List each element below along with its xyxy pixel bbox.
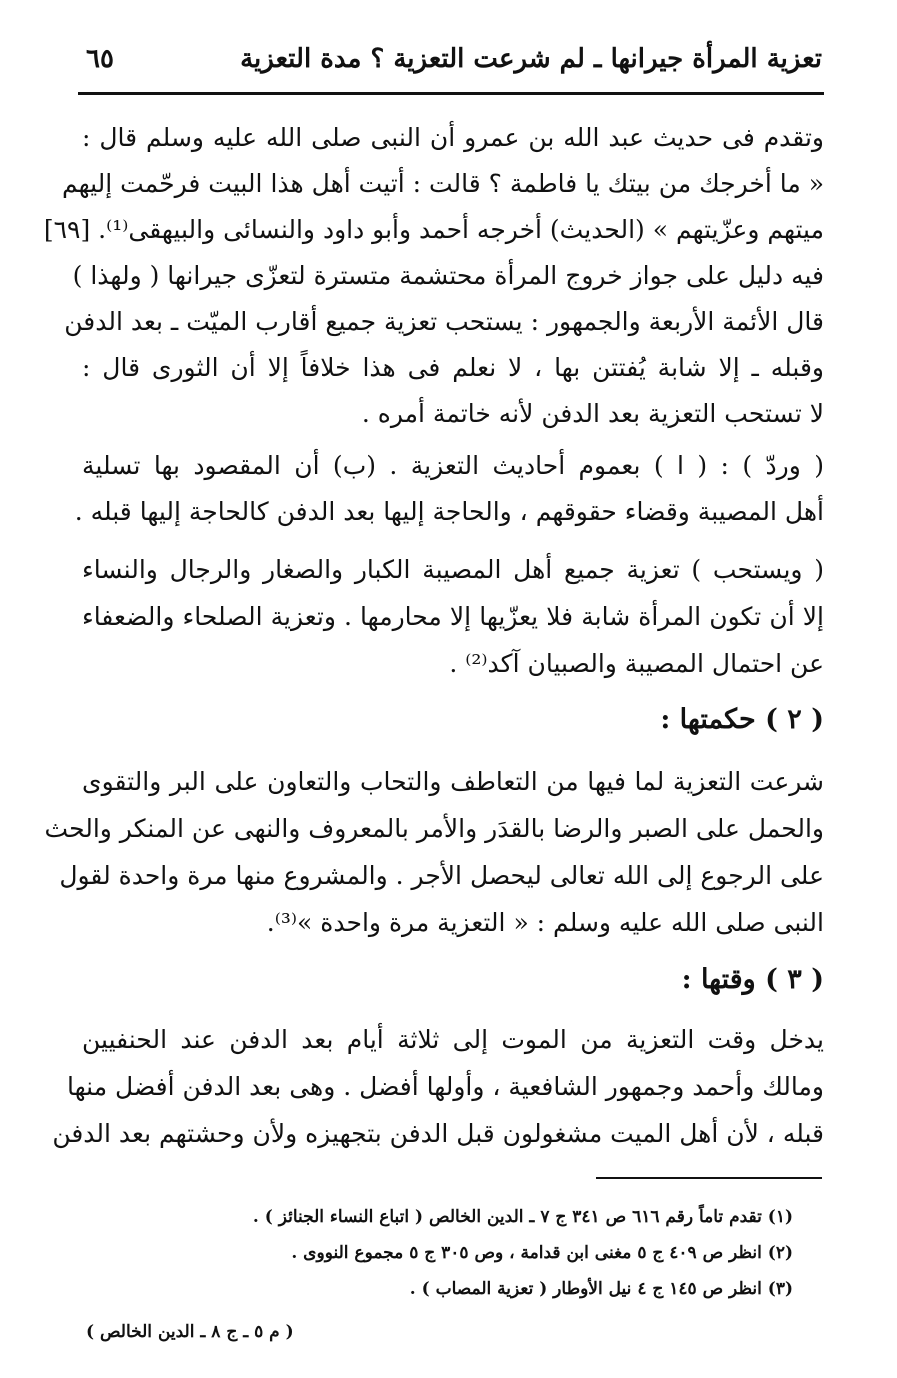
body-line: فيه دليل على جواز خروج المرأة محتشمة متسترة لتعزّى جيرانها ( ولهذا ) — [72, 261, 824, 290]
section-heading: ( ٣ ) وقتها : — [681, 964, 824, 995]
running-header — [78, 40, 824, 95]
body-line: أهل المصيبة وقضاء حقوقهم ، والحاجة إليها بعد الدفن كالحاجة إليها قبله . — [74, 497, 824, 526]
body-line: شرعت التعزية لما فيها من التعاطف والتحاب والتعاون على البر والتقوى — [82, 767, 824, 796]
body-line: لا تستحب التعزية بعد الدفن لأنه خاتمة أمره . — [361, 399, 824, 428]
body-line: إلا أن تكون المرأة شابة فلا يعزّيها إلا محارمها . وتعزية الصلحاء والضعفاء — [82, 602, 824, 631]
footnote-divider — [596, 1177, 822, 1179]
body-line: ميتهم وعزّيتهم » (الحديث) أخرجه أحمد وأبو داود والنسائى والبيهقى⁽¹⁾. [٦٩] — [43, 215, 824, 244]
body-line: ( ويستحب ) تعزية جميع أهل المصيبة الكبار والصغار والرجال والنساء — [82, 555, 825, 584]
body-line: ( وردّ ) : ( ا ) بعموم أحاديث التعزية . (ب) أن المقصود بها تسلية — [82, 451, 824, 480]
body-line: يدخل وقت التعزية من الموت إلى ثلاثة أيام بعد الدفن عند الحنفيين — [82, 1025, 824, 1054]
body-line: قبله ، لأن أهل الميت مشغولون قبل الدفن بتجهيزه ولأن وحشتهم بعد الدفن — [52, 1119, 824, 1148]
page-number: ٦٥ — [86, 44, 114, 74]
body-line: « ما أخرجك من بيتك يا فاطمة ؟ قالت : أتيت أهل هذا البيت فرحّمت إليهم — [61, 169, 824, 198]
footnote: (٣) انظر ص ١٤٥ ج ٤ نيل الأوطار ( تعزية المصاب ) . — [409, 1279, 793, 1299]
body-line: على الرجوع إلى الله تعالى ليحصل الأجر . والمشروع منها مرة واحدة لقول — [59, 861, 824, 890]
body-line: والحمل على الصبر والرضا بالقدَر والأمر بالمعروف والنهى عن المنكر والحث — [44, 814, 824, 843]
body-line: ومالك وأحمد وجمهور الشافعية ، وأولها أفضل . وهى بعد الدفن أفضل منها — [67, 1072, 824, 1101]
running-title: تعزية المرأة جيرانها ـ لم شرعت التعزية ؟ مدة التعزية — [240, 44, 822, 74]
signature-mark: ( م ٥ ـ ج ٨ ـ الدين الخالص ) — [86, 1322, 294, 1342]
footnote: (٢) انظر ص ٤٠٩ ج ٥ مغنى ابن قدامة ، وص ٣٠٥ ج ٥ مجموع النووى . — [291, 1243, 793, 1263]
body-line: النبى صلى الله عليه وسلم : « التعزية مرة واحدة »⁽³⁾. — [266, 908, 824, 937]
body-line: وقبله ـ إلا شابة يُفتتن بها ، لا نعلم فى هذا خلافاً إلا أن الثورى قال : — [82, 353, 824, 382]
body-line: قال الأئمة الأربعة والجمهور : يستحب تعزية جميع أقارب الميّت ـ بعد الدفن — [64, 307, 824, 336]
footnote: (١) تقدم تاماً رقم ٦١٦ ص ٣٤١ ج ٧ ـ الدين الخالص ( اتباع النساء الجنائز ) . — [252, 1207, 793, 1227]
body-line: وتقدم فى حديث عبد الله بن عمرو أن النبى صلى الله عليه وسلم قال : — [82, 123, 824, 152]
body-line: عن احتمال المصيبة والصبيان آكد⁽²⁾ . — [449, 649, 824, 678]
section-heading: ( ٢ ) حكمتها : — [660, 704, 824, 735]
